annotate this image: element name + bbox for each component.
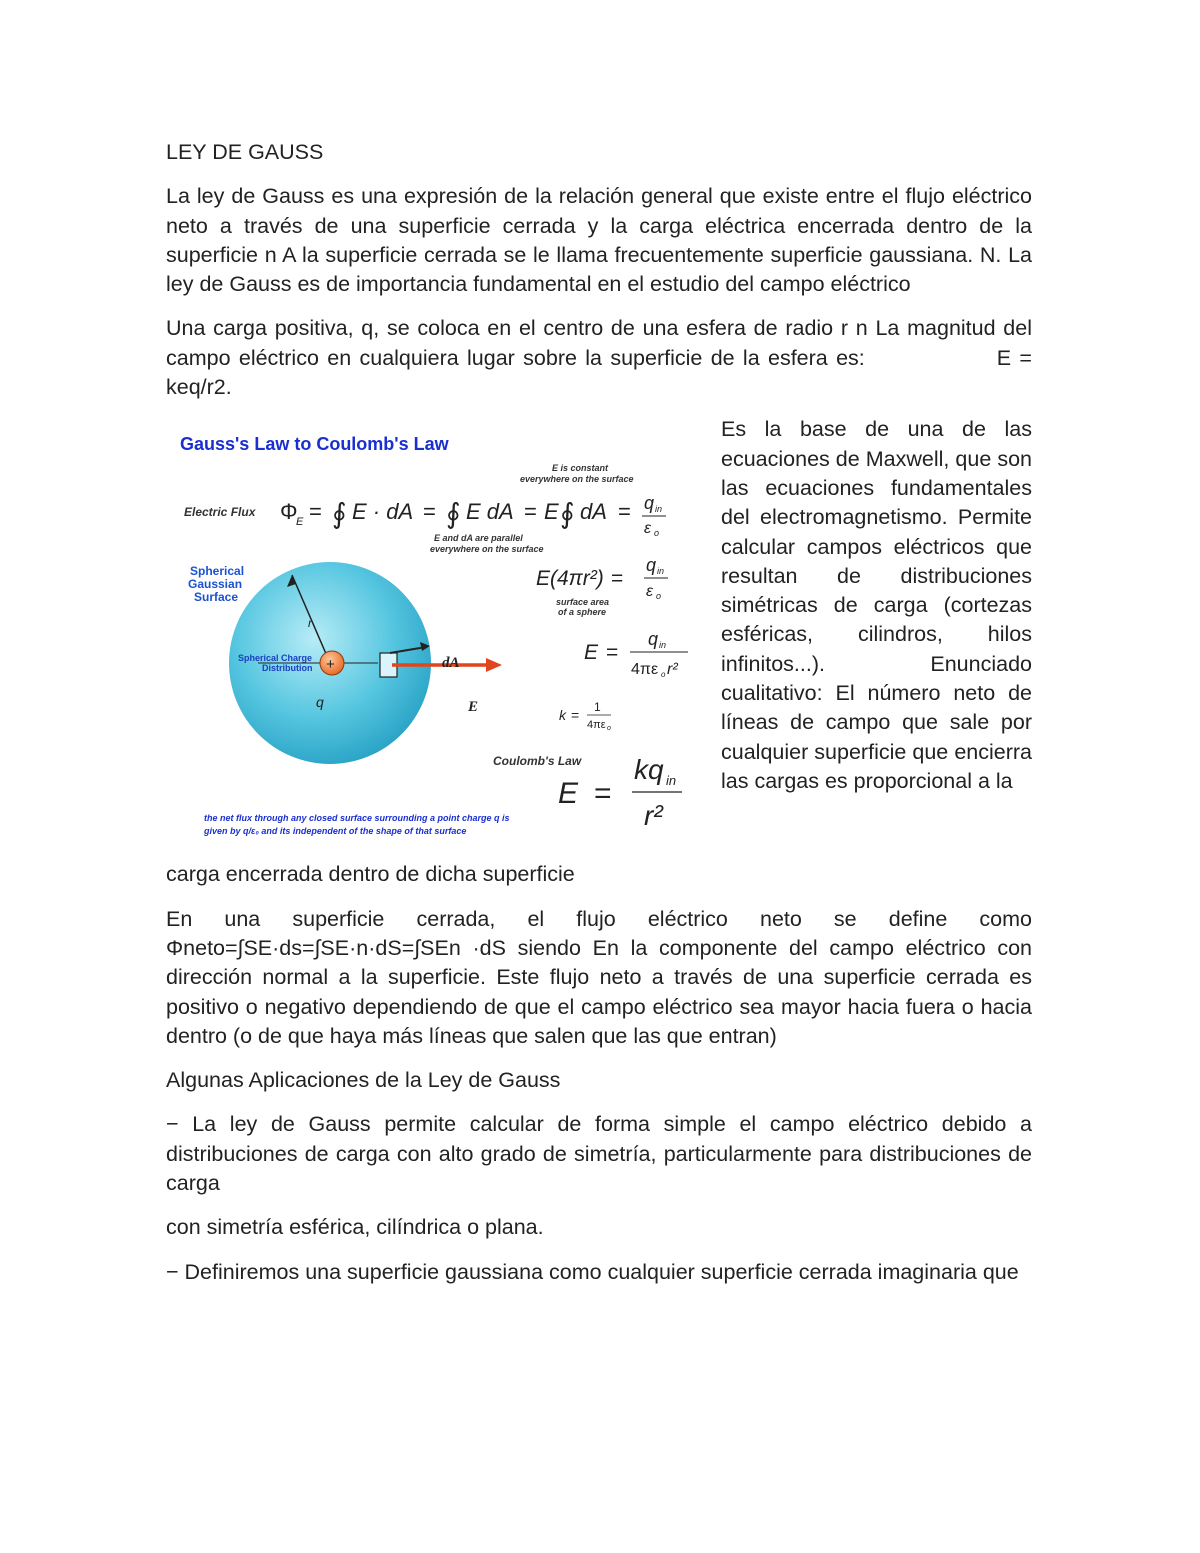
note-everywhere-2: everywhere on the surface — [430, 544, 544, 555]
note-everywhere-1: everywhere on the surface — [520, 474, 634, 485]
svg-text:in: in — [655, 504, 663, 515]
section-heading-applications: Algunas Aplicaciones de la Ley de Gauss — [166, 1068, 561, 1093]
svg-text:o: o — [661, 670, 666, 680]
svg-text:=: = — [611, 567, 624, 591]
charge-q-symbol: q — [316, 694, 324, 711]
sphere-label-1: Spherical — [190, 564, 245, 579]
svg-text:=: = — [606, 641, 619, 665]
svg-text:r²: r² — [667, 661, 678, 679]
svg-text:o: o — [656, 591, 662, 602]
svg-text:E: E — [544, 499, 559, 525]
svg-text:=: = — [423, 499, 436, 525]
svg-text:Φ: Φ — [280, 499, 298, 525]
paragraph-maxwell: Es la base de una de las ecuaciones de Maxwell, que son las ecuaciones fundamentales del electromagnetismo. Permite calcular campos eléctricos que resultan de distribuciones simétricas de carga (cortezas esféricas, cilindros, hilos infinitos...). Enunciado cualitativo: El número neto de líneas de campo que sale por cualquier superficie que encierra las cargas es proporcional a la — [721, 417, 1032, 793]
coulomb-law-label: Coulomb's Law — [493, 754, 582, 769]
note-parallel: E and dA are parallel — [434, 533, 523, 544]
paragraph-positive-charge — [166, 314, 1032, 402]
svg-text:E · dA: E · dA — [352, 499, 414, 525]
gauss-coulomb-figure — [166, 415, 701, 855]
svg-text:E(4πr²): E(4πr²) — [536, 567, 604, 591]
svg-text:in: in — [666, 773, 677, 789]
paragraph-enclosed-charge: carga encerrada dentro de dicha superficie — [166, 862, 575, 887]
svg-text:∮: ∮ — [560, 498, 575, 530]
field-equation — [584, 629, 688, 679]
svg-text:4πε: 4πε — [587, 719, 606, 732]
svg-text:r²: r² — [644, 800, 663, 832]
surface-area-note-2: of a sphere — [558, 607, 607, 618]
paragraph-gaussian-surface: − Definiremos una superficie gaussiana como cualquier superficie cerrada imaginaria que — [166, 1259, 1019, 1284]
svg-text:=: = — [618, 499, 631, 525]
flux-equation — [280, 493, 666, 538]
svg-text:kq: kq — [634, 754, 664, 786]
svg-text:o: o — [654, 528, 660, 539]
sphere-label-3: Surface — [194, 590, 239, 605]
svg-text:q: q — [644, 493, 655, 514]
svg-text:1: 1 — [594, 700, 601, 715]
document-title: LEY DE GAUSS — [166, 140, 324, 164]
paragraph-symmetry: con simetría esférica, cilíndrica o plana. — [166, 1215, 544, 1240]
figure-title: Gauss's Law to Coulomb's Law — [180, 434, 449, 455]
svg-text:dA: dA — [580, 499, 607, 525]
svg-text:ε: ε — [646, 583, 654, 601]
svg-text:=: = — [524, 499, 537, 525]
charge-label-2: Distribution — [262, 663, 313, 674]
svg-text:k: k — [559, 707, 566, 724]
E-symbol: E — [468, 699, 479, 716]
footer-note-2: given by q/ε₀ and its independent of the shape of that surface — [204, 826, 467, 837]
positive-charge-text: Una carga positiva, q, se coloca en el centro de una esfera de radio r n La magnitud del campo eléctrico en cualquiera lugar sobre la superficie de la esfera es: — [166, 316, 1032, 370]
svg-text:E: E — [558, 777, 579, 811]
surface-area-note-1: surface area — [556, 597, 610, 608]
svg-text:4πε: 4πε — [631, 661, 659, 679]
paragraph-intro: La ley de Gauss es una expresión de la relación general que existe entre el flujo eléctrico neto a través de una superficie cerrada y la carga eléctrica encerrada dentro de la superficie n A la superficie cerrada se le llama frecuentemente superficie gaussiana. N. La ley de Gauss es de importancia fundamental en el estudio del campo eléctrico — [166, 184, 1032, 297]
field-arrowhead — [486, 658, 502, 672]
paragraph-application-1: − La ley de Gauss permite calcular de forma simple el campo eléctrico debido a distribuciones de carga con alto grado de simetría, particularmente para distribuciones de carga — [166, 1112, 1032, 1196]
sphere-label-2: Gaussian — [188, 577, 243, 592]
footer-note-1: the net flux through any closed surface surrounding a point charge q is — [204, 813, 510, 824]
radius-symbol: r — [308, 616, 312, 631]
coulomb-formula-text: E = keq/r2. — [166, 345, 1032, 400]
document-body — [166, 138, 1032, 1302]
charge-plus-symbol: + — [326, 656, 335, 674]
svg-text:=: = — [571, 707, 580, 724]
svg-text:=: = — [309, 499, 322, 525]
paragraph-net-flux: En una superficie cerrada, el flujo eléctrico neto se define como Φneto=∫SE·ds=∫SE·n·dS=∫SEn ·dS siendo En la componente del campo eléctrico con dirección normal a la superficie. Este flujo neto a través de una superficie cerrada es positivo o negativo dependiendo de que el campo eléctrico sea mayor hacia fuera o hacia dentro (o de que haya más líneas que salen que las que entran) — [166, 906, 1032, 1048]
k-definition — [559, 700, 611, 732]
svg-text:o: o — [607, 725, 611, 733]
svg-text:in: in — [657, 566, 665, 577]
svg-text:E: E — [584, 641, 599, 665]
svg-text:ε: ε — [644, 520, 652, 538]
figure-row — [166, 415, 1032, 860]
electric-flux-label: Electric Flux — [184, 505, 256, 520]
gauss-equation — [536, 555, 668, 601]
svg-text:E dA: E dA — [466, 499, 514, 525]
svg-text:∮: ∮ — [446, 498, 461, 530]
note-e-constant: E is constant — [552, 463, 609, 474]
svg-text:E: E — [296, 516, 304, 529]
charge-label-1: Spherical Charge — [238, 653, 313, 664]
dA-symbol: dA — [442, 655, 460, 672]
svg-text:q: q — [646, 555, 657, 576]
svg-text:in: in — [659, 640, 667, 651]
svg-text:∮: ∮ — [332, 498, 347, 530]
svg-text:q: q — [648, 629, 659, 650]
svg-text:=: = — [594, 777, 612, 811]
